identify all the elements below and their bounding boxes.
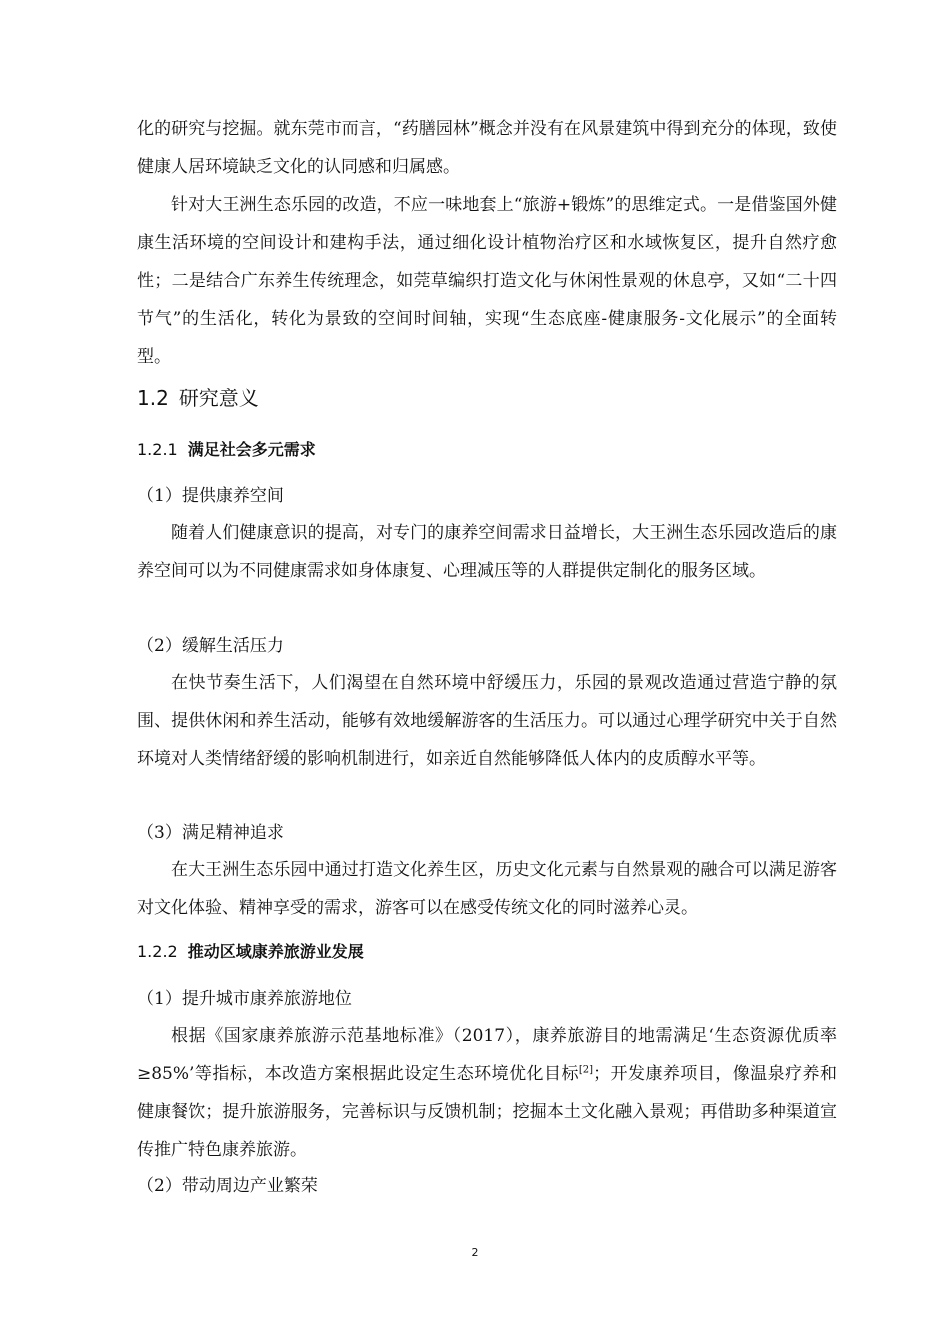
paragraph-text: ；开发康养项目，像温泉疗养和健康餐饮；提升旅游服务，完善标识与反馈机制；挖掘本土文化融入景观；再借助多种渠道宣传推广特色康养旅游。	[137, 1064, 837, 1160]
paragraph-dawangzhou-renovation: 针对大王洲生态乐园的改造，不应一味地套上“旅游+锻炼”的思维定式。一是借鉴国外健康生活环境的空间设计和建构手法，通过细化设计植物治疗区和水域恢复区，提升自然疗愈性；二是结合广东养生传统理念，如莞草编织打造文化与休闲性景观的休息亭，又如“二十四节气”的生活化，转化为景致的空间时间轴，实现“生态底座-健康服务-文化展示”的全面转型。	[137, 195, 837, 367]
section-heading-1-2-1	[137, 436, 316, 464]
paragraph-relieve-pressure: 在快节奏生活下，人们渴望在自然环境中舒缓压力，乐园的景观改造通过营造宁静的氛围、提供休闲和养生活动，能够有效地缓解游客的生活压力。可以通过心理学研究中关于自然环境对人类情绪舒缓的影响机制进行，如亲近自然能够降低人体内的皮质醇水平等。	[137, 673, 837, 769]
paragraph-city-status	[137, 1017, 837, 1169]
section-title: 推动区域康养旅游业发展	[187, 942, 364, 961]
page-number: 2	[471, 1246, 479, 1259]
list-item-heading: （3）满足精神追求	[137, 823, 284, 843]
paragraph-spiritual-needs: 在大王洲生态乐园中通过打造文化养生区，历史文化元素与自然景观的融合可以满足游客对文化体验、精神享受的需求，游客可以在感受传统文化的同时滋养心灵。	[137, 860, 837, 918]
section-title: 研究意义	[178, 386, 259, 410]
paragraph-text: 根据《国家康养旅游示范基地标准》（2017），康养旅游目的地需满足‘生态资源优质率≥85%’等指标，本改造方案根据此设定生态环境优化目标	[137, 1026, 837, 1084]
list-item-heading: （2）缓解生活压力	[137, 636, 284, 656]
section-number: 1.2.1	[137, 440, 178, 459]
citation-reference[interactable]: [2]	[578, 1064, 594, 1076]
section-number: 1.2.2	[137, 942, 178, 961]
list-item-heading: （1）提升城市康养旅游地位	[137, 989, 352, 1009]
paragraph-health-space: 随着人们健康意识的提高，对专门的康养空间需求日益增长，大王洲生态乐园改造后的康养空间可以为不同健康需求如身体康复、心理减压等的人群提供定制化的服务区域。	[137, 523, 837, 581]
section-title: 满足社会多元需求	[187, 440, 316, 459]
list-item-heading: （1）提供康养空间	[137, 486, 284, 506]
list-item-heading: （2）带动周边产业繁荣	[137, 1176, 318, 1196]
section-heading-1-2-2	[137, 938, 364, 966]
paragraph-intro: 化的研究与挖掘。就东莞市而言，“药膳园林”概念并没有在风景建筑中得到充分的体现，致使健康人居环境缺乏文化的认同感和归属感。	[137, 119, 837, 177]
section-heading-1-2	[137, 383, 259, 413]
section-number: 1.2	[137, 386, 169, 410]
